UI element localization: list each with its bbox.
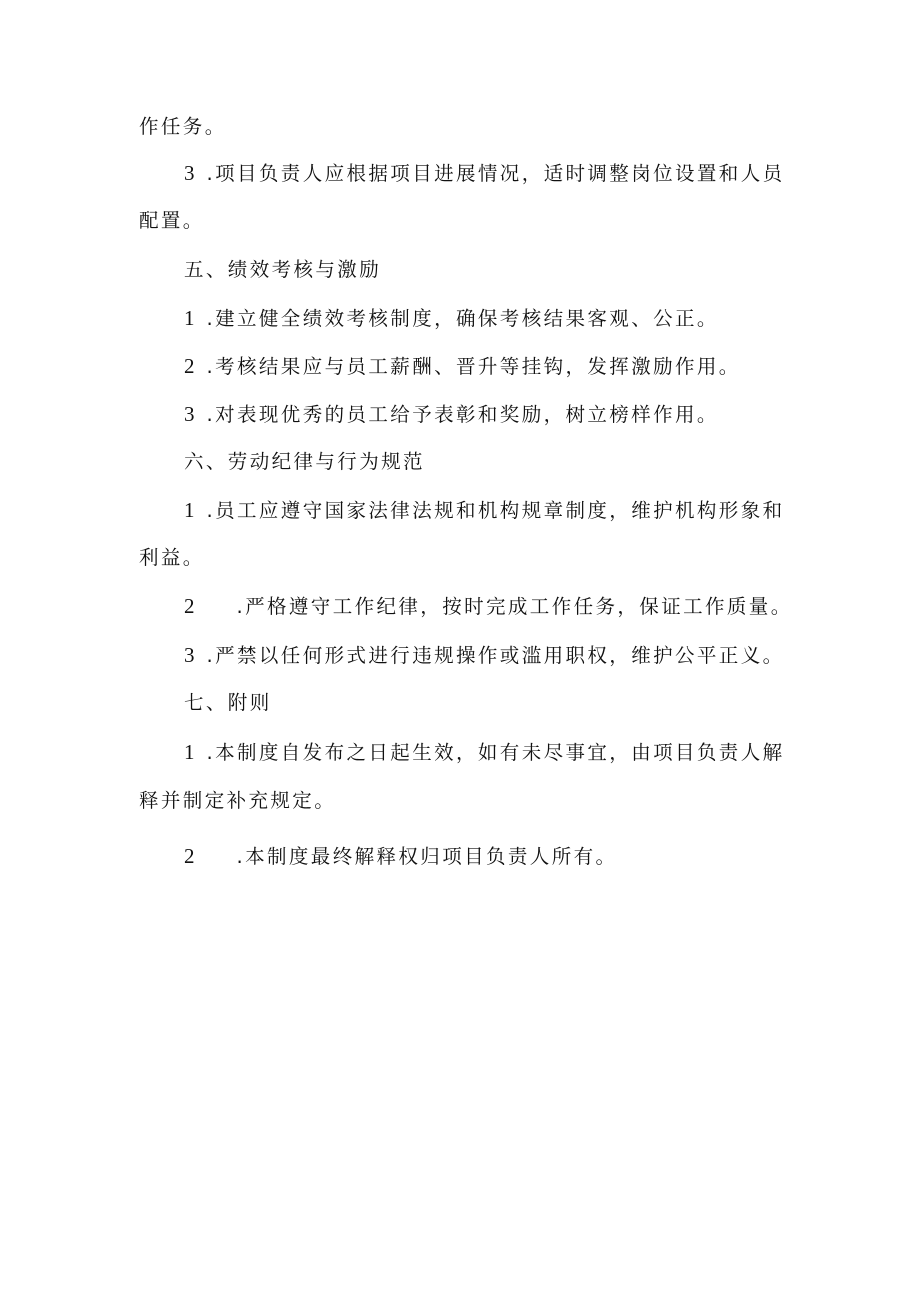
paragraph-continuation: 释并制定补充规定。 [139,789,337,812]
list-item-2 [184,596,793,617]
item-text: .本制度自发布之日起生效，如有未尽事宜，由项目负责人解 [206,741,785,764]
item-number: 2 [184,594,195,618]
list-item-2 [184,846,617,867]
list-item-3 [184,645,785,666]
list-item-3 [184,163,785,184]
item-number: 3 [184,643,195,667]
item-text: .员工应遵守国家法律法规和机构规章制度，维护机构形象和 [206,499,785,522]
item-number: 1 [184,306,195,330]
item-text: .严格遵守工作纪律，按时完成工作任务，保证工作质量。 [236,595,793,618]
item-text: .项目负责人应根据项目进展情况，适时调整岗位设置和人员 [206,162,785,185]
item-text: .本制度最终解释权归项目负责人所有。 [236,845,618,868]
paragraph-continuation: 配置。 [139,209,205,232]
paragraph-continuation: 利益。 [139,546,205,569]
item-number: 1 [184,498,195,522]
item-number: 1 [184,740,195,764]
section-heading-5: 五、绩效考核与激励 [184,258,382,281]
item-text: .严禁以任何形式进行违规操作或滥用职权，维护公平正义。 [206,644,785,667]
list-item-2 [184,356,741,377]
list-item-1 [184,742,785,763]
list-item-3 [184,404,719,425]
item-number: 3 [184,161,195,185]
item-text: .考核结果应与员工薪酬、晋升等挂钩，发挥激励作用。 [206,355,741,378]
list-item-1 [184,500,785,521]
item-number: 2 [184,354,195,378]
list-item-1 [184,308,719,329]
item-text: .对表现优秀的员工给予表彰和奖励，树立榜样作用。 [206,403,719,426]
section-heading-6: 六、劳动纪律与行为规范 [184,450,425,473]
item-number: 2 [184,844,195,868]
item-number: 3 [184,402,195,426]
section-heading-7: 七、附则 [184,691,272,714]
paragraph-continuation: 作任务。 [139,115,227,138]
item-text: .建立健全绩效考核制度，确保考核结果客观、公正。 [206,307,719,330]
